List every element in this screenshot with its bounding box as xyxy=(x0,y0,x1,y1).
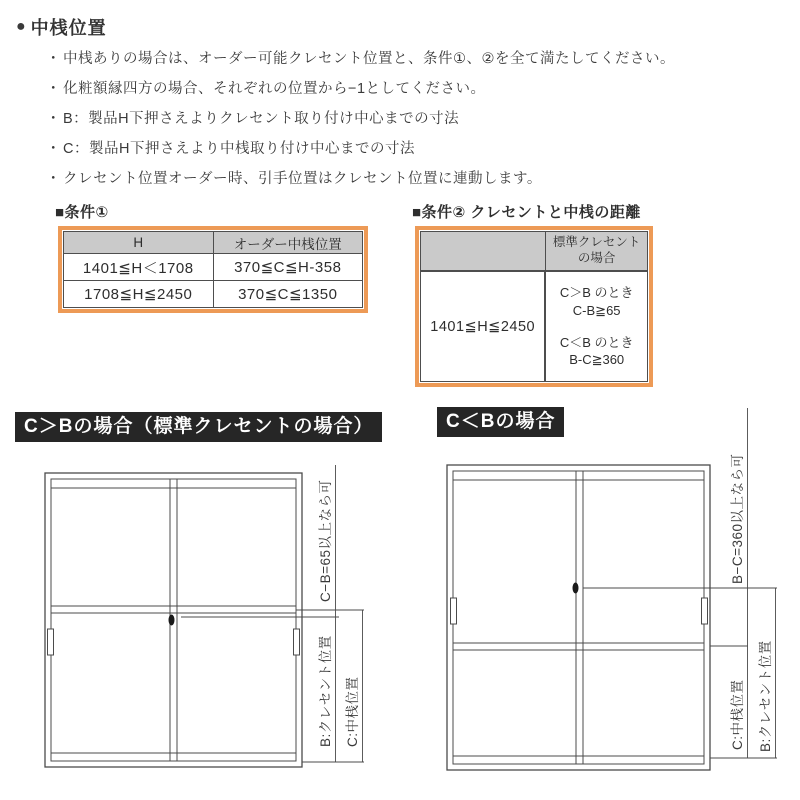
page-title-text: 中桟位置 xyxy=(30,18,107,38)
window-inner-frame xyxy=(453,471,704,764)
dimension-label-crescent-position: B:クレセント位置 xyxy=(318,635,333,747)
dimension-label-crescent-position: B:クレセント位置 xyxy=(758,640,773,752)
condition1-cell: 370≦C≦H-358 xyxy=(213,254,363,281)
dimension-label-diff: B−C=360以上なら可 xyxy=(730,453,745,584)
table-row xyxy=(64,281,363,308)
note-line xyxy=(46,77,486,98)
dimension-label-diff: C−B=65以上なら可 xyxy=(318,479,333,602)
dimension-lines xyxy=(583,408,777,758)
bullet-circle-icon: ● xyxy=(16,18,27,35)
condition2-case2 xyxy=(560,334,634,369)
page-title xyxy=(16,14,107,40)
dimension-label-rail-position: C:中桟位置 xyxy=(730,679,745,750)
note-text: クレセント位置オーダー時、引手位置はクレセント位置に連動します。 xyxy=(63,171,542,187)
condition2-header-line: の場合 xyxy=(577,251,616,265)
condition1-cell: 1708≦H≦2450 xyxy=(64,281,214,308)
note-text: C：製品H下押さえより中桟取り付け中心までの寸法 xyxy=(63,141,415,157)
pull-handle xyxy=(451,598,457,624)
dimension-label-rail-position: C:中桟位置 xyxy=(345,676,360,747)
pull-handle xyxy=(702,598,708,624)
diagram-right-title: C＜Bの場合 xyxy=(437,407,564,437)
condition1-heading: ■条件① xyxy=(55,204,109,221)
pull-handle xyxy=(294,629,300,655)
bullet-dot-icon: ・ xyxy=(46,51,61,67)
case-line: C＞B のとき xyxy=(559,285,634,301)
note-line xyxy=(46,47,675,68)
diagram-left-window xyxy=(0,450,400,800)
note-text: B：製品H下押さえよりクレセント取り付け中心までの寸法 xyxy=(63,111,460,127)
condition2-cases-cell xyxy=(545,271,648,382)
diagram-left-title: C＞Bの場合（標準クレセントの場合） xyxy=(15,412,382,442)
condition1-table xyxy=(58,226,368,313)
bullet-dot-icon: ・ xyxy=(46,111,61,127)
crescent-lock-mark xyxy=(573,583,579,594)
note-text: 中桟ありの場合は、オーダー可能クレセント位置と、条件①、②を全て満たしてください。 xyxy=(63,51,675,67)
case-line: B-C≧360 xyxy=(569,352,625,368)
crescent-lock-mark xyxy=(169,615,175,626)
bullet-dot-icon: ・ xyxy=(46,81,61,97)
window-outer-frame xyxy=(447,465,710,770)
bullet-dot-icon: ・ xyxy=(46,171,61,187)
diagram-right-window xyxy=(420,400,800,800)
bullet-dot-icon: ・ xyxy=(46,141,61,157)
condition2-case1 xyxy=(560,284,634,319)
condition2-range-cell: 1401≦H≦2450 xyxy=(420,271,545,382)
condition2-header-empty xyxy=(420,231,545,271)
condition2-col-header xyxy=(545,231,648,271)
case-line: C＜B のとき xyxy=(559,334,634,350)
condition2-header-line: 標準クレセント xyxy=(552,235,641,250)
condition1-cell: 370≦C≦1350 xyxy=(213,281,363,308)
condition1-cell: 1401≦H＜1708 xyxy=(64,254,214,281)
condition2-heading: ■条件② クレセントと中桟の距離 xyxy=(412,204,641,221)
case-line: C-B≧65 xyxy=(572,302,621,318)
window-sash-lines xyxy=(451,471,708,764)
note-line xyxy=(46,167,542,188)
note-text: 化粧額縁四方の場合、それぞれの位置から−1としてください。 xyxy=(63,81,486,97)
condition1-col-header: H xyxy=(64,232,214,254)
pull-handle xyxy=(48,629,54,655)
note-line xyxy=(46,137,415,158)
condition2-table xyxy=(415,226,653,387)
condition1-col-header: オーダー中桟位置 xyxy=(213,232,363,254)
table-row xyxy=(64,254,363,281)
note-line xyxy=(46,107,459,128)
